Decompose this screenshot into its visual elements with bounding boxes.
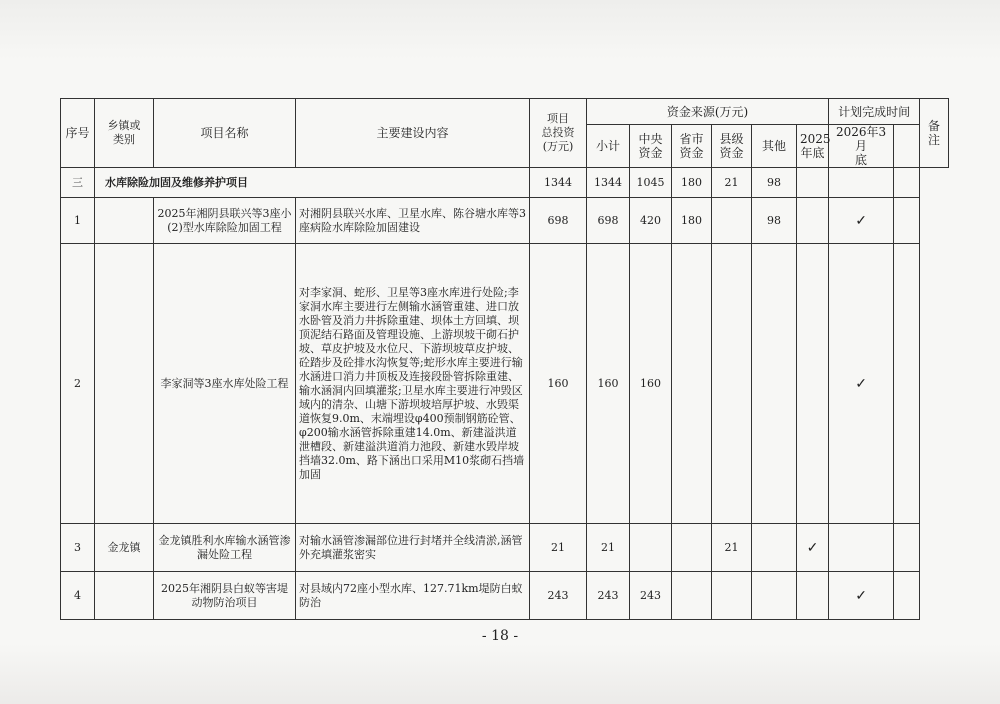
row-other [752,572,797,620]
section-remark [894,168,920,198]
section-total: 1344 [530,168,587,198]
section-title: 水库除险加固及维修养护项目 [95,168,530,198]
row-total: 698 [530,198,587,244]
section-county: 21 [712,168,752,198]
row-2025-check: ✓ [797,524,829,572]
row-2025-check [797,198,829,244]
row-central: 243 [630,572,672,620]
row-remark [894,524,920,572]
header-central: 中央 资金 [630,125,672,168]
row-provincial: 180 [672,198,712,244]
row-2026-check: ✓ [829,198,894,244]
row-town: 金龙镇 [95,524,154,572]
section-2025 [797,168,829,198]
row-subtotal: 698 [587,198,630,244]
header-2025: 2025 年底 [797,125,829,168]
row-2025-check [797,244,829,524]
row-no: 1 [61,198,95,244]
row-total: 243 [530,572,587,620]
project-table [60,98,949,620]
row-other [752,524,797,572]
scan-shadow-top [0,0,1000,60]
row-central [630,524,672,572]
row-remark [894,198,920,244]
header-row-1 [61,99,949,125]
row-total: 21 [530,524,587,572]
row-town [95,572,154,620]
row-content: 对县域内72座小型水库、127.71km堤防白蚁防治 [296,572,530,620]
row-2025-check [797,572,829,620]
header-provincial: 省市 资金 [672,125,712,168]
row-county [712,572,752,620]
row-other [752,244,797,524]
header-plan-time: 计划完成时间 [829,99,920,125]
row-project-name: 金龙镇胜利水库输水涵管渗漏处险工程 [154,524,296,572]
header-main-content: 主要建设内容 [296,99,530,168]
scan-shadow-bottom [0,644,1000,704]
row-town [95,244,154,524]
row-total: 160 [530,244,587,524]
row-county [712,244,752,524]
row-no: 4 [61,572,95,620]
table-row [61,244,949,524]
row-central: 160 [630,244,672,524]
row-provincial [672,572,712,620]
row-subtotal: 243 [587,572,630,620]
header-subtotal: 小计 [587,125,630,168]
row-2026-check: ✓ [829,244,894,524]
section-2026 [829,168,894,198]
table-row [61,572,949,620]
header-county: 县级 资金 [712,125,752,168]
table-row [61,524,949,572]
header-project-name: 项目名称 [154,99,296,168]
section-subtotal: 1344 [587,168,630,198]
header-other: 其他 [752,125,797,168]
section-row [61,168,949,198]
row-remark [894,572,920,620]
row-content: 对输水涵管渗漏部位进行封堵并全线清淤,涵管外充填灌浆密实 [296,524,530,572]
row-no: 2 [61,244,95,524]
row-subtotal: 21 [587,524,630,572]
row-subtotal: 160 [587,244,630,524]
header-2026: 2026年3月 底 [829,125,894,168]
row-project-name: 2025年湘阴县联兴等3座小(2)型水库除险加固工程 [154,198,296,244]
table-row [61,198,949,244]
row-2026-check: ✓ [829,572,894,620]
row-provincial [672,524,712,572]
page-number: - 18 - [481,628,519,644]
row-no: 3 [61,524,95,572]
row-county: 21 [712,524,752,572]
header-funding-source: 资金来源(万元) [587,99,829,125]
row-county [712,198,752,244]
row-content: 对湘阴县联兴水库、卫星水库、陈谷塘水库等3座病险水库除险加固建设 [296,198,530,244]
row-project-name: 2025年湘阴县白蚁等害堤动物防治项目 [154,572,296,620]
section-provincial: 180 [672,168,712,198]
header-town-type: 乡镇或 类别 [95,99,154,168]
row-remark [894,244,920,524]
header-remark: 备 注 [920,99,949,168]
row-project-name: 李家洞等3座水库处险工程 [154,244,296,524]
header-seq: 序号 [61,99,95,168]
section-other: 98 [752,168,797,198]
row-central: 420 [630,198,672,244]
row-content: 对李家洞、蛇形、卫星等3座水库进行处险;李家洞水库主要进行左侧输水涵管重建、进口放水卧管及消力井拆除重建、坝体土方回填、坝顶泥结石路面及管理设施、上游坝坡干砌石护坡、草皮护坡及水位尺、下游坝坡草皮护坡、砼踏步及砼排水沟恢复等;蛇形水库主要进行输水涵进口消力井顶板及连接段卧管拆除重建、输水涵洞内回填灌浆;卫星水库主要进行冲毁区域内的清杂、山塘下游坝坡培厚护坡、水毁渠道恢复9.0m、末端埋设φ400预制钢筋砼管、φ200输水涵管拆除重建14.0m、新建溢洪道泄槽段、新建溢洪道消力池段、新建水毁岸坡挡墙32.0m、路下涵出口采用M10浆砌石挡墙加固 [296,244,530,524]
section-no: 三 [61,168,95,198]
row-2026-check [829,524,894,572]
row-provincial [672,244,712,524]
header-total-investment: 项目 总投资 (万元) [530,99,587,168]
row-town [95,198,154,244]
row-other: 98 [752,198,797,244]
section-central: 1045 [630,168,672,198]
